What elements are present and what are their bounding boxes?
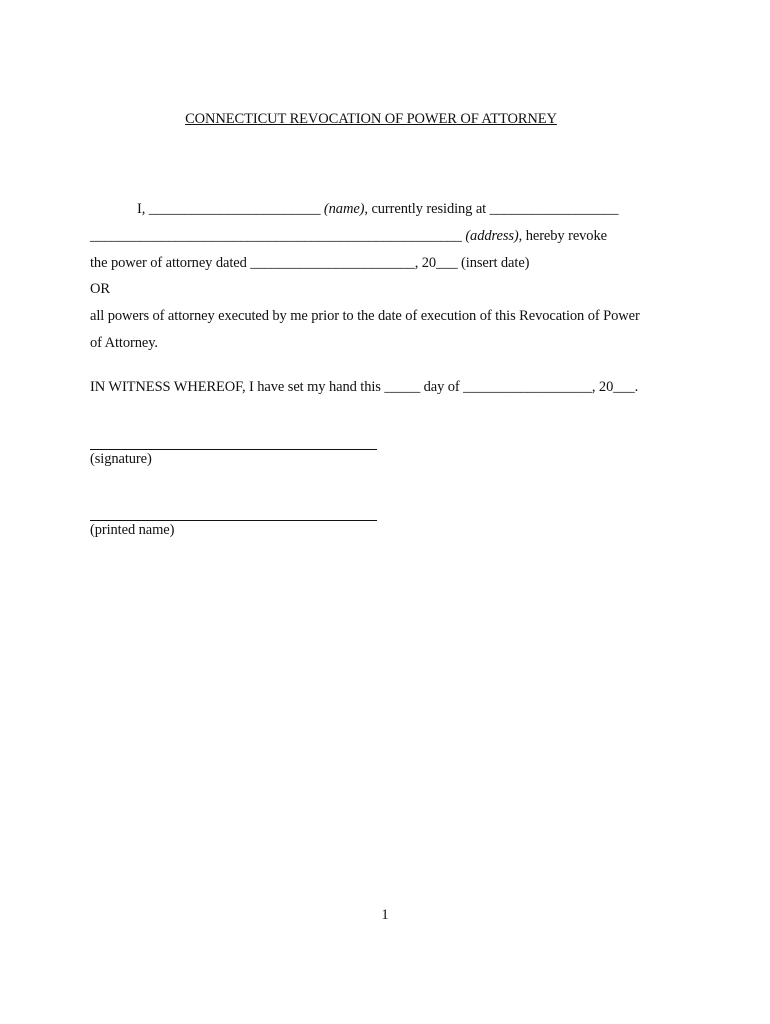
- all-powers-line-cont: of Attorney.: [90, 335, 158, 351]
- printed-name-label: (printed name): [90, 522, 175, 538]
- address-blank-start[interactable]: __________________: [489, 201, 619, 217]
- document-title: CONNECTICUT REVOCATION OF POWER OF ATTORNEY: [185, 111, 557, 127]
- page-number: 1: [381, 907, 389, 923]
- address-line: [90, 228, 607, 245]
- declarant-lead: I,: [137, 201, 149, 217]
- or-separator: OR: [90, 281, 110, 297]
- address-label: (address): [465, 228, 519, 244]
- declarant-line: [137, 201, 618, 218]
- address-blank[interactable]: ____________________________________________________: [90, 228, 466, 244]
- residing-text: , currently residing at: [364, 201, 490, 217]
- signature-label: (signature): [90, 451, 152, 467]
- name-blank[interactable]: ________________________: [148, 201, 324, 217]
- printed-name-field[interactable]: [90, 520, 377, 521]
- revoke-text: , hereby revoke: [518, 228, 607, 244]
- name-label: (name): [323, 201, 365, 217]
- all-powers-line: all powers of attorney executed by me prior to the date of execution of this Revocation of Power: [90, 308, 640, 324]
- signature-field[interactable]: [90, 449, 377, 450]
- witness-line: IN WITNESS WHEREOF, I have set my hand this _____ day of __________________, 20___.: [90, 379, 639, 395]
- poa-dated-line: the power of attorney dated _______________________, 20___ (insert date): [90, 255, 530, 271]
